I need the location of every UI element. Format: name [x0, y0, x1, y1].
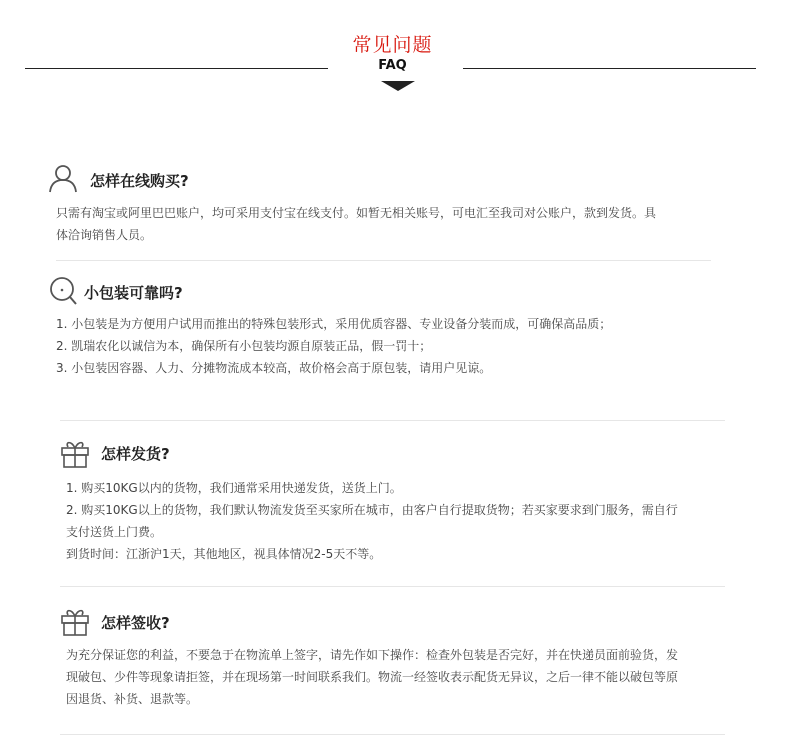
faq-question: 怎样签收?	[101, 614, 170, 632]
answer-line: 体洽询销售人员。	[56, 228, 153, 242]
section-divider	[60, 734, 725, 735]
answer-line: 3. 小包装因容器、人力、分摊物流成本较高，故价格会高于原包装，请用户见谅。	[56, 361, 492, 375]
section-divider	[56, 260, 711, 261]
faq-answer	[66, 477, 736, 565]
answer-line: 因退货、补货、退款等。	[66, 692, 199, 706]
search-icon	[48, 276, 78, 310]
gift-icon	[60, 606, 90, 640]
section-divider	[60, 586, 725, 587]
answer-line: 2. 凯瑞农化以诚信为本，确保所有小包装均源自原装正品，假一罚十；	[56, 339, 432, 353]
user-icon	[48, 163, 78, 197]
faq-question: 怎样在线购买?	[90, 172, 189, 190]
faq-question: 小包装可靠吗?	[84, 284, 183, 302]
answer-line: 到货时间：江浙沪1天，其他地区，视具体情况2-5天不等。	[66, 547, 382, 561]
page-title: 常见问题	[352, 34, 433, 56]
gift-icon	[60, 438, 90, 472]
answer-line: 2. 购买10KG以上的货物，我们默认物流发货至买家所在城市，由客户自行提取货物；若买家要求到门服务，需自行	[66, 503, 678, 517]
down-arrow-icon	[381, 81, 415, 91]
section-divider	[60, 420, 725, 421]
answer-line: 为充分保证您的利益，不要急于在物流单上签字，请先作如下操作：检查外包装是否完好，并在快递员面前验货，发	[66, 648, 679, 662]
faq-answer	[66, 644, 736, 710]
answer-line: 1. 小包装是为方便用户试用而推出的特殊包装形式，采用优质容器、专业设备分装而成，可确保高品质；	[56, 317, 612, 331]
answer-line: 1. 购买10KG以内的货物，我们通常采用快递发货，送货上门。	[66, 481, 402, 495]
faq-question: 怎样发货?	[101, 445, 170, 463]
faq-answer	[56, 202, 746, 246]
faq-answer	[56, 313, 746, 379]
answer-line: 只需有淘宝或阿里巴巴账户，均可采用支付宝在线支付。如暂无相关账号，可电汇至我司对公账户，款到发货。具	[56, 206, 657, 220]
answer-line: 现破包、少件等现象请拒签，并在现场第一时间联系我们。物流一经签收表示配货无异议，之后一律不能以破包等原	[66, 670, 679, 684]
answer-line: 支付送货上门费。	[66, 525, 163, 539]
page-subtitle: FAQ	[378, 58, 407, 73]
